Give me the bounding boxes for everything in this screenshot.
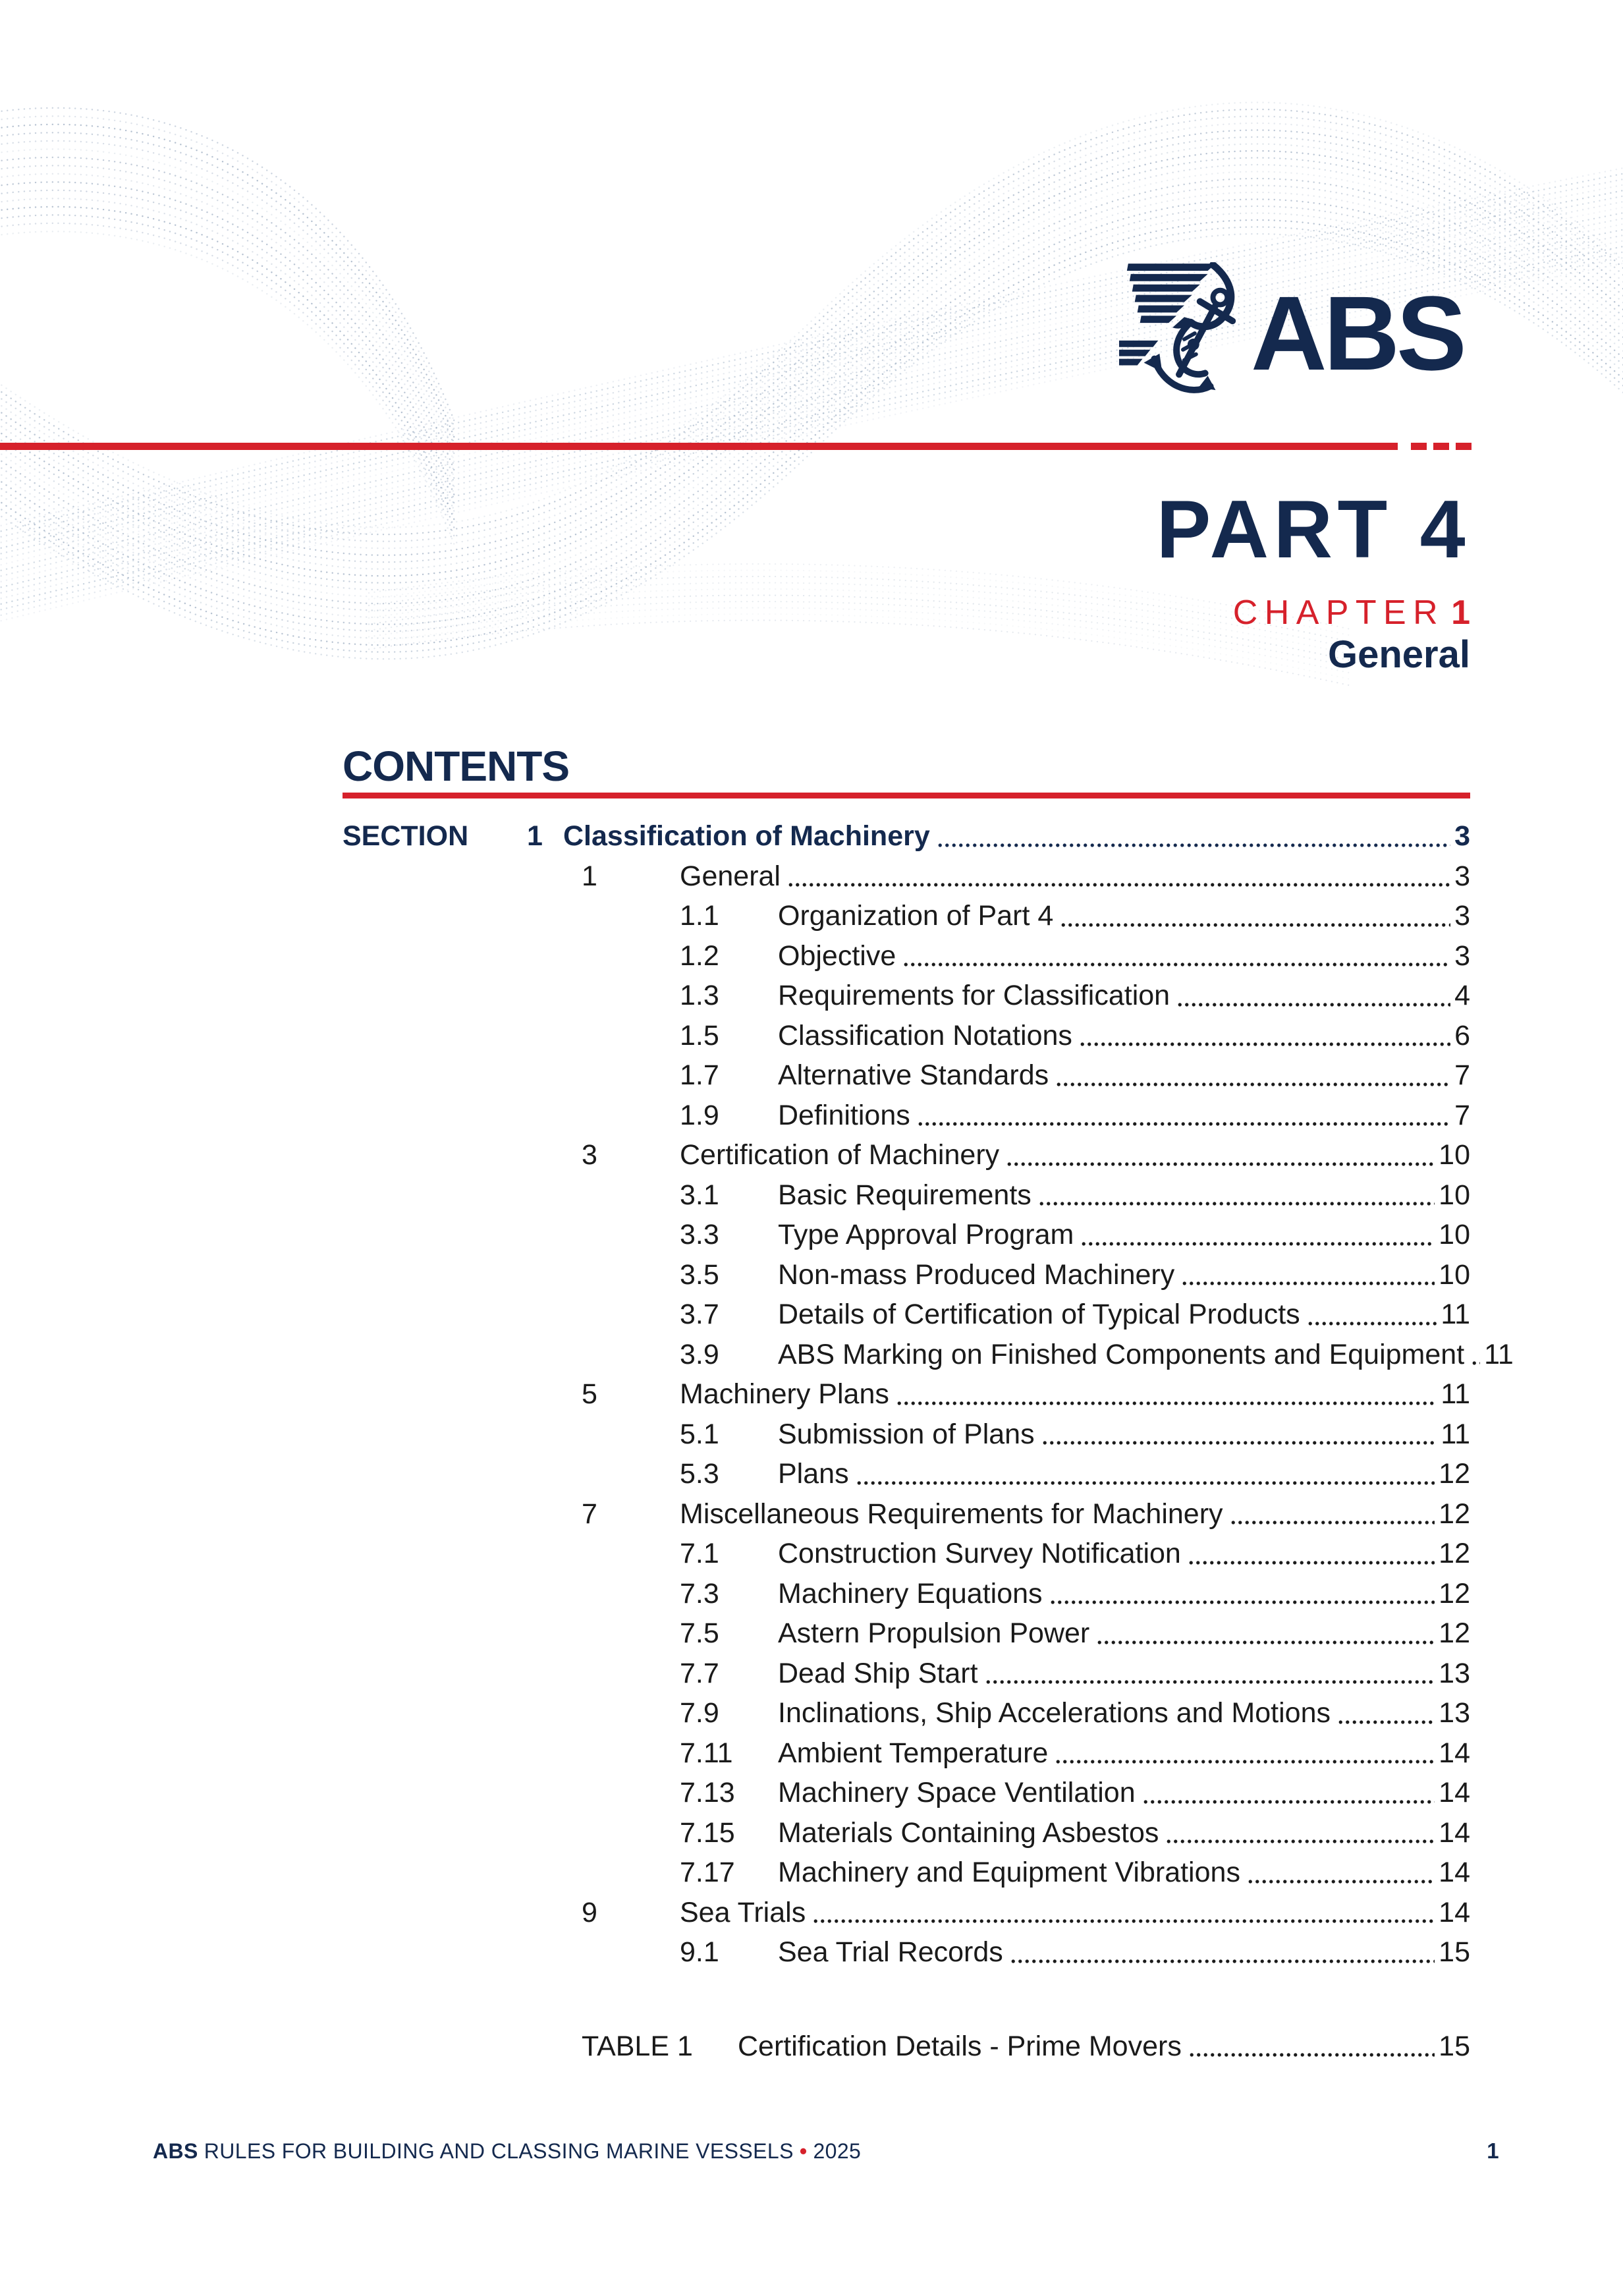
dot-leader xyxy=(1181,1281,1435,1285)
dot-leader xyxy=(985,1680,1435,1684)
dot-leader xyxy=(1079,1042,1450,1046)
toc-entry-number: 1.9 xyxy=(680,1099,719,1131)
toc-entry-title: Machinery Equations xyxy=(778,1577,1043,1610)
toc-entry-row[interactable] xyxy=(343,853,1470,893)
toc-entry-row[interactable] xyxy=(343,1132,1470,1172)
toc-entry-title: Machinery Space Ventilation xyxy=(778,1777,1136,1809)
toc-entry-page: 3 xyxy=(1454,900,1470,932)
toc-entry-page: 12 xyxy=(1439,1577,1470,1610)
toc-entry-number: 1.2 xyxy=(680,939,719,972)
toc-entries xyxy=(343,853,1514,1969)
toc-entry-number: 9.1 xyxy=(680,1936,719,1969)
toc-entry-page: 10 xyxy=(1439,1179,1470,1211)
toc-entry-page: 11 xyxy=(1441,1378,1470,1411)
toc-table-title: Certification Details - Prime Movers xyxy=(738,2030,1182,2062)
footer-separator-dot: • xyxy=(799,2139,808,2163)
dot-leader xyxy=(1055,1082,1450,1086)
toc-entry-number: 7.15 xyxy=(680,1816,735,1849)
toc-entry-number: 7.1 xyxy=(680,1538,719,1570)
toc-entry-title: Organization of Part 4 xyxy=(778,900,1054,932)
dot-leader xyxy=(1096,1640,1435,1644)
toc-entry-page: 7 xyxy=(1454,1099,1470,1131)
toc-entry-title: ABS Marking on Finished Components and Equipment xyxy=(778,1338,1465,1370)
toc-entry-number: 7 xyxy=(582,1498,597,1530)
footer-text xyxy=(153,2139,867,2164)
toc-entry-page: 3 xyxy=(1454,860,1470,892)
toc-entry-row[interactable] xyxy=(343,1890,1470,1930)
footer-page-number: 1 xyxy=(1487,2139,1499,2163)
toc-entry-row[interactable] xyxy=(343,1451,1470,1491)
toc-entry-number: 3 xyxy=(582,1139,597,1171)
header-rule-dash xyxy=(1433,443,1449,450)
toc-section-label: SECTION xyxy=(343,820,469,853)
toc-entry-number: 7.5 xyxy=(680,1617,719,1650)
toc-entry-row[interactable] xyxy=(343,972,1470,1013)
contents-heading: CONTENTS xyxy=(343,742,569,790)
toc-entry-row[interactable] xyxy=(343,1610,1470,1650)
toc-entry-row[interactable] xyxy=(343,1411,1470,1451)
dot-leader xyxy=(902,963,1450,966)
dot-leader xyxy=(1247,1880,1435,1884)
toc-entry-title: Basic Requirements xyxy=(778,1179,1032,1211)
toc-entry-page: 13 xyxy=(1439,1697,1470,1729)
toc-entry-row[interactable] xyxy=(343,1530,1470,1571)
toc-entry-number: 7.3 xyxy=(680,1577,719,1610)
dot-leader xyxy=(1337,1720,1435,1724)
toc-entry-row[interactable] xyxy=(343,1929,1470,1969)
part-title: PART 4 xyxy=(1156,484,1470,575)
dot-leader xyxy=(1176,1003,1450,1007)
toc-entry-page: 13 xyxy=(1439,1657,1470,1689)
dot-leader xyxy=(1165,1839,1435,1843)
toc-entry-title: Machinery and Equipment Vibrations xyxy=(778,1857,1240,1889)
toc-entry-page: 14 xyxy=(1439,1857,1470,1889)
toc-entry-title: Submission of Plans xyxy=(778,1418,1035,1450)
footer-brand: ABS xyxy=(153,2139,198,2163)
toc-entry-page: 11 xyxy=(1441,1418,1470,1450)
toc-entry-number: 5 xyxy=(582,1378,597,1411)
toc-entry-title: Plans xyxy=(778,1458,849,1490)
toc-entry-title: Objective xyxy=(778,939,896,972)
toc-entry-page: 12 xyxy=(1439,1498,1470,1530)
toc-entry-number: 3.7 xyxy=(680,1299,719,1331)
toc-entry-page: 10 xyxy=(1439,1258,1470,1291)
toc-entry-row[interactable] xyxy=(343,1810,1470,1850)
footer-year: 2025 xyxy=(813,2139,862,2163)
dot-leader xyxy=(1060,923,1450,927)
toc-entry-page: 12 xyxy=(1439,1538,1470,1570)
toc-section-number: 1 xyxy=(527,820,543,853)
dot-leader xyxy=(917,1122,1450,1126)
toc-entry-page: 14 xyxy=(1439,1737,1470,1769)
toc-entry-number: 5.1 xyxy=(680,1418,719,1450)
dot-leader xyxy=(1038,1202,1435,1206)
toc-entry-number: 3.9 xyxy=(680,1338,719,1370)
toc-entry-number: 9 xyxy=(582,1896,597,1928)
toc-entry-title: Definitions xyxy=(778,1099,910,1131)
toc-entry-page: 11 xyxy=(1484,1338,1514,1370)
toc-entry-row[interactable] xyxy=(343,1212,1470,1252)
toc-entry-page: 6 xyxy=(1454,1019,1470,1051)
toc-entry-title: Miscellaneous Requirements for Machinery xyxy=(680,1498,1223,1530)
toc-entry-row[interactable] xyxy=(343,1371,1470,1411)
page-footer xyxy=(153,2139,1499,2164)
toc-entry-number: 1 xyxy=(582,860,597,892)
toc-section-page: 3 xyxy=(1454,820,1470,853)
dot-leader xyxy=(1049,1600,1435,1604)
header-rule-dash xyxy=(1411,443,1427,450)
chapter-label: CHAPTER xyxy=(1232,594,1445,632)
toc-section-row[interactable] xyxy=(343,813,1470,853)
toc-entry-title: Dead Ship Start xyxy=(778,1657,978,1689)
dot-leader xyxy=(1307,1322,1437,1326)
dot-leader xyxy=(1230,1521,1435,1525)
toc-entry-row[interactable] xyxy=(343,1730,1470,1770)
toc-entry-title: Machinery Plans xyxy=(680,1378,889,1411)
toc-entry-page: 12 xyxy=(1439,1617,1470,1650)
abs-eagle-anchor-icon xyxy=(1116,262,1247,406)
header-rule-dash xyxy=(1456,443,1472,450)
dot-leader xyxy=(1188,2053,1435,2057)
toc-entry-page: 4 xyxy=(1454,980,1470,1012)
toc-entry-row[interactable] xyxy=(343,933,1470,973)
toc-entry-page: 11 xyxy=(1441,1299,1470,1331)
chapter-number: 1 xyxy=(1451,594,1470,632)
dot-leader xyxy=(937,843,1450,847)
toc-table-label: TABLE 1 xyxy=(582,2030,693,2062)
toc-entry-row[interactable] xyxy=(343,1092,1470,1133)
table-of-contents xyxy=(343,813,1514,2063)
toc-entry-row[interactable] xyxy=(343,1252,1470,1292)
toc-entry-title: Sea Trials xyxy=(680,1896,806,1928)
toc-entry-number: 1.5 xyxy=(680,1019,719,1051)
header-rule xyxy=(0,443,1398,450)
toc-table-row[interactable] xyxy=(343,2023,1470,2063)
toc-entry-title: Details of Certification of Typical Products xyxy=(778,1299,1300,1331)
toc-entry-title: Classification Notations xyxy=(778,1019,1072,1051)
toc-entry-page: 10 xyxy=(1439,1219,1470,1251)
chapter-label-line xyxy=(1233,594,1470,632)
toc-entry-row[interactable] xyxy=(343,1052,1470,1092)
toc-entry-number: 3.5 xyxy=(680,1258,719,1291)
dot-leader xyxy=(1055,1760,1435,1764)
toc-entry-page: 12 xyxy=(1439,1458,1470,1490)
dot-leader xyxy=(1041,1441,1437,1445)
toc-entry-page: 3 xyxy=(1454,939,1470,972)
toc-entry-number: 7.7 xyxy=(680,1657,719,1689)
toc-entry-page: 14 xyxy=(1439,1777,1470,1809)
toc-entry-page: 15 xyxy=(1439,1936,1470,1969)
dot-leader xyxy=(787,883,1450,887)
toc-entry-title: General xyxy=(680,860,781,892)
toc-entry-title: Inclinations, Ship Accelerations and Motions xyxy=(778,1697,1331,1729)
toc-entry-page: 7 xyxy=(1454,1059,1470,1092)
toc-entry-row[interactable] xyxy=(343,893,1470,933)
chapter-title: General xyxy=(1328,633,1470,676)
toc-entry-number: 3.1 xyxy=(680,1179,719,1211)
toc-entry-row[interactable] xyxy=(343,1172,1470,1212)
toc-entry-number: 7.11 xyxy=(680,1737,733,1769)
toc-entry-row[interactable] xyxy=(343,1491,1470,1531)
toc-entry-row[interactable] xyxy=(343,1013,1470,1053)
dot-leader xyxy=(1006,1162,1435,1166)
toc-entry-page: 14 xyxy=(1439,1816,1470,1849)
toc-entry-row[interactable] xyxy=(343,1291,1470,1331)
toc-entry-title: Ambient Temperature xyxy=(778,1737,1049,1769)
toc-entry-row[interactable] xyxy=(343,1331,1514,1372)
toc-entry-row[interactable] xyxy=(343,1650,1470,1691)
toc-entry-title: Requirements for Classification xyxy=(778,980,1170,1012)
toc-entry-row[interactable] xyxy=(343,1770,1470,1810)
toc-entry-number: 1.7 xyxy=(680,1059,719,1092)
toc-entry-title: Construction Survey Notification xyxy=(778,1538,1181,1570)
toc-entry-number: 7.17 xyxy=(680,1857,735,1889)
abs-logo xyxy=(1116,262,1464,406)
toc-entry-page: 14 xyxy=(1439,1896,1470,1928)
abs-logo-text: ABS xyxy=(1251,274,1464,392)
toc-entry-title: Certification of Machinery xyxy=(680,1139,1000,1171)
toc-entry-title: Non-mass Produced Machinery xyxy=(778,1258,1175,1291)
dot-leader xyxy=(812,1919,1435,1923)
dot-leader xyxy=(856,1481,1435,1485)
toc-entry-page: 10 xyxy=(1439,1139,1470,1171)
dot-leader xyxy=(1010,1959,1435,1963)
toc-entry-number: 3.3 xyxy=(680,1219,719,1251)
toc-entry-title: Type Approval Program xyxy=(778,1219,1074,1251)
toc-entry-number: 7.9 xyxy=(680,1697,719,1729)
toc-entry-number: 1.3 xyxy=(680,980,719,1012)
toc-entry-title: Astern Propulsion Power xyxy=(778,1617,1090,1650)
toc-entry-title: Materials Containing Asbestos xyxy=(778,1816,1159,1849)
toc-entry-title: Alternative Standards xyxy=(778,1059,1049,1092)
toc-entry-number: 5.3 xyxy=(680,1458,719,1490)
dot-leader xyxy=(1142,1800,1435,1804)
dot-leader xyxy=(1188,1561,1435,1565)
toc-entry-row[interactable] xyxy=(343,1690,1470,1730)
toc-section-title: Classification of Machinery xyxy=(563,820,930,853)
dot-leader xyxy=(1080,1242,1435,1246)
toc-entry-number: 7.13 xyxy=(680,1777,735,1809)
footer-title: RULES FOR BUILDING AND CLASSING MARINE VESSELS xyxy=(204,2139,794,2163)
toc-entry-row[interactable] xyxy=(343,1849,1470,1890)
dot-leader xyxy=(1471,1361,1480,1365)
dot-leader xyxy=(896,1401,1437,1405)
toc-entry-title: Sea Trial Records xyxy=(778,1936,1003,1969)
contents-rule xyxy=(343,793,1470,798)
toc-entry-number: 1.1 xyxy=(680,900,719,932)
toc-entry-row[interactable] xyxy=(343,1571,1470,1611)
toc-table-page: 15 xyxy=(1439,2030,1470,2062)
